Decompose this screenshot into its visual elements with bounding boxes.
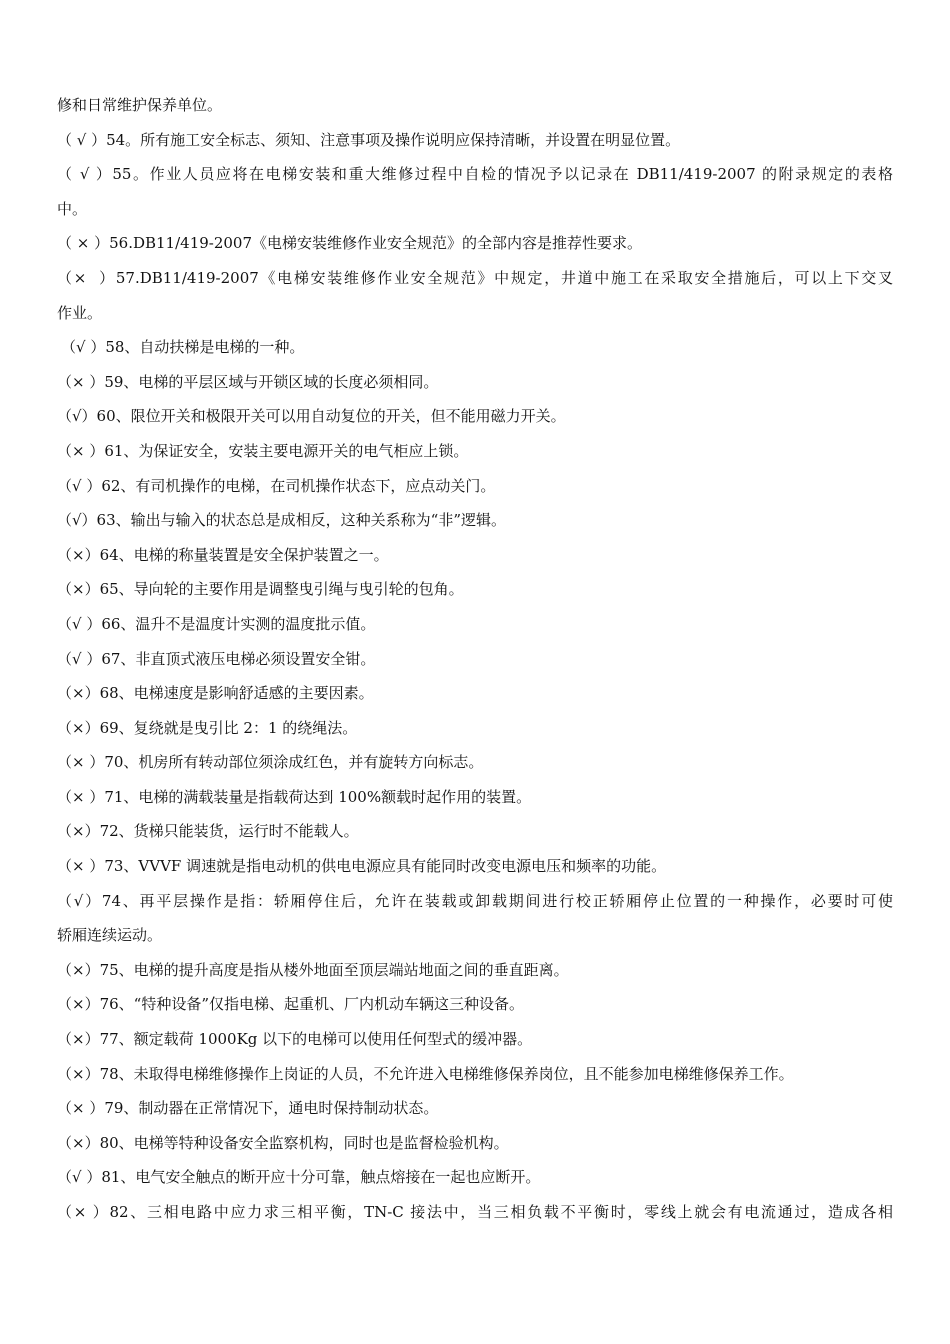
text-line: 中。 xyxy=(57,199,88,218)
text-line: 修和日常维护保养单位。 xyxy=(57,96,223,114)
question-60: （√）60、限位开关和极限开关可以用自动复位的开关，但不能用磁力开关。 xyxy=(57,407,566,426)
question-57: （× ）57.DB11/419-2007《电梯安装维修作业安全规范》中规定，井道中施工在采取安全措施后，可以上下交叉 xyxy=(57,268,893,287)
question-65: （×）65、导向轮的主要作用是调整曳引绳与曳引轮的包角。 xyxy=(57,580,464,599)
question-69: （×）69、复绕就是曳引比 2：1 的绕绳法。 xyxy=(57,718,358,737)
question-64: （×）64、电梯的称量装置是安全保护装置之一。 xyxy=(57,545,389,564)
text-line: 作业。 xyxy=(57,303,103,322)
question-67: （√ ）67、非直顶式液压电梯必须设置安全钳。 xyxy=(57,649,376,668)
question-66: （√ ）66、温升不是温度计实测的温度批示值。 xyxy=(57,614,376,633)
question-77: （×）77、额定载荷 1000Kg 以下的电梯可以使用任何型式的缓冲器。 xyxy=(57,1030,533,1049)
question-55: （ √ ）55。作业人员应将在电梯安装和重大维修过程中自检的情况予以记录在 DB11/419-2007 的附录规定的表格 xyxy=(57,165,893,184)
question-81: （√ ）81、电气安全触点的断开应十分可靠，触点熔接在一起也应断开。 xyxy=(57,1168,541,1187)
text-line: 轿厢连续运动。 xyxy=(57,926,163,945)
question-63: （√）63、输出与输入的状态总是成相反，这种关系称为“非”逻辑。 xyxy=(57,511,506,530)
document-body xyxy=(57,88,893,1230)
question-68: （×）68、电梯速度是影响舒适感的主要因素。 xyxy=(57,684,374,703)
question-74: （√）74、再平层操作是指：轿厢停住后，允许在装载或卸载期间进行校正轿厢停止位置的一种操作，必要时可使 xyxy=(57,891,893,910)
question-58: （√ ）58、自动扶梯是电梯的一种。 xyxy=(61,338,305,357)
question-72: （×）72、货梯只能装货，运行时不能载人。 xyxy=(57,822,359,841)
question-70: （× ）70、机房所有转动部位须涂成红色，并有旋转方向标志。 xyxy=(57,753,484,772)
question-79: （× ）79、制动器在正常情况下，通电时保持制动状态。 xyxy=(57,1099,439,1118)
question-59: （× ）59、电梯的平层区域与开锁区域的长度必须相同。 xyxy=(57,372,439,391)
question-56: （ × ）56.DB11/419-2007《电梯安装维修作业安全规范》的全部内容是推荐性要求。 xyxy=(57,234,643,253)
question-82: （× ）82、三相电路中应力求三相平衡，TN-C 接法中，当三相负载不平衡时，零线上就会有电流通过，造成各相 xyxy=(57,1203,893,1221)
question-76: （×）76、“特种设备”仅指电梯、起重机、厂内机动车辆这三种设备。 xyxy=(57,995,524,1014)
question-73: （× ）73、VVVF 调速就是指电动机的供电电源应具有能同时改变电源电压和频率的功能。 xyxy=(57,857,667,876)
question-62: （√ ）62、有司机操作的电梯，在司机操作状态下，应点动关门。 xyxy=(57,476,496,495)
question-75: （×）75、电梯的提升高度是指从楼外地面至顶层端站地面之间的垂直距离。 xyxy=(57,960,569,979)
question-71: （× ）71、电梯的满载装量是指载荷达到 100%额载时起作用的装置。 xyxy=(57,787,532,806)
question-54: （ √ ）54。所有施工安全标志、须知、注意事项及操作说明应保持清晰，并设置在明显位置。 xyxy=(57,130,681,149)
question-80: （×）80、电梯等特种设备安全监察机构，同时也是监督检验机构。 xyxy=(57,1133,509,1152)
question-61: （× ）61、为保证安全，安装主要电源开关的电气柜应上锁。 xyxy=(57,441,469,460)
question-78: （×）78、未取得电梯维修操作上岗证的人员，不允许进入电梯维修保养岗位，且不能参加电梯维修保养工作。 xyxy=(57,1064,794,1083)
